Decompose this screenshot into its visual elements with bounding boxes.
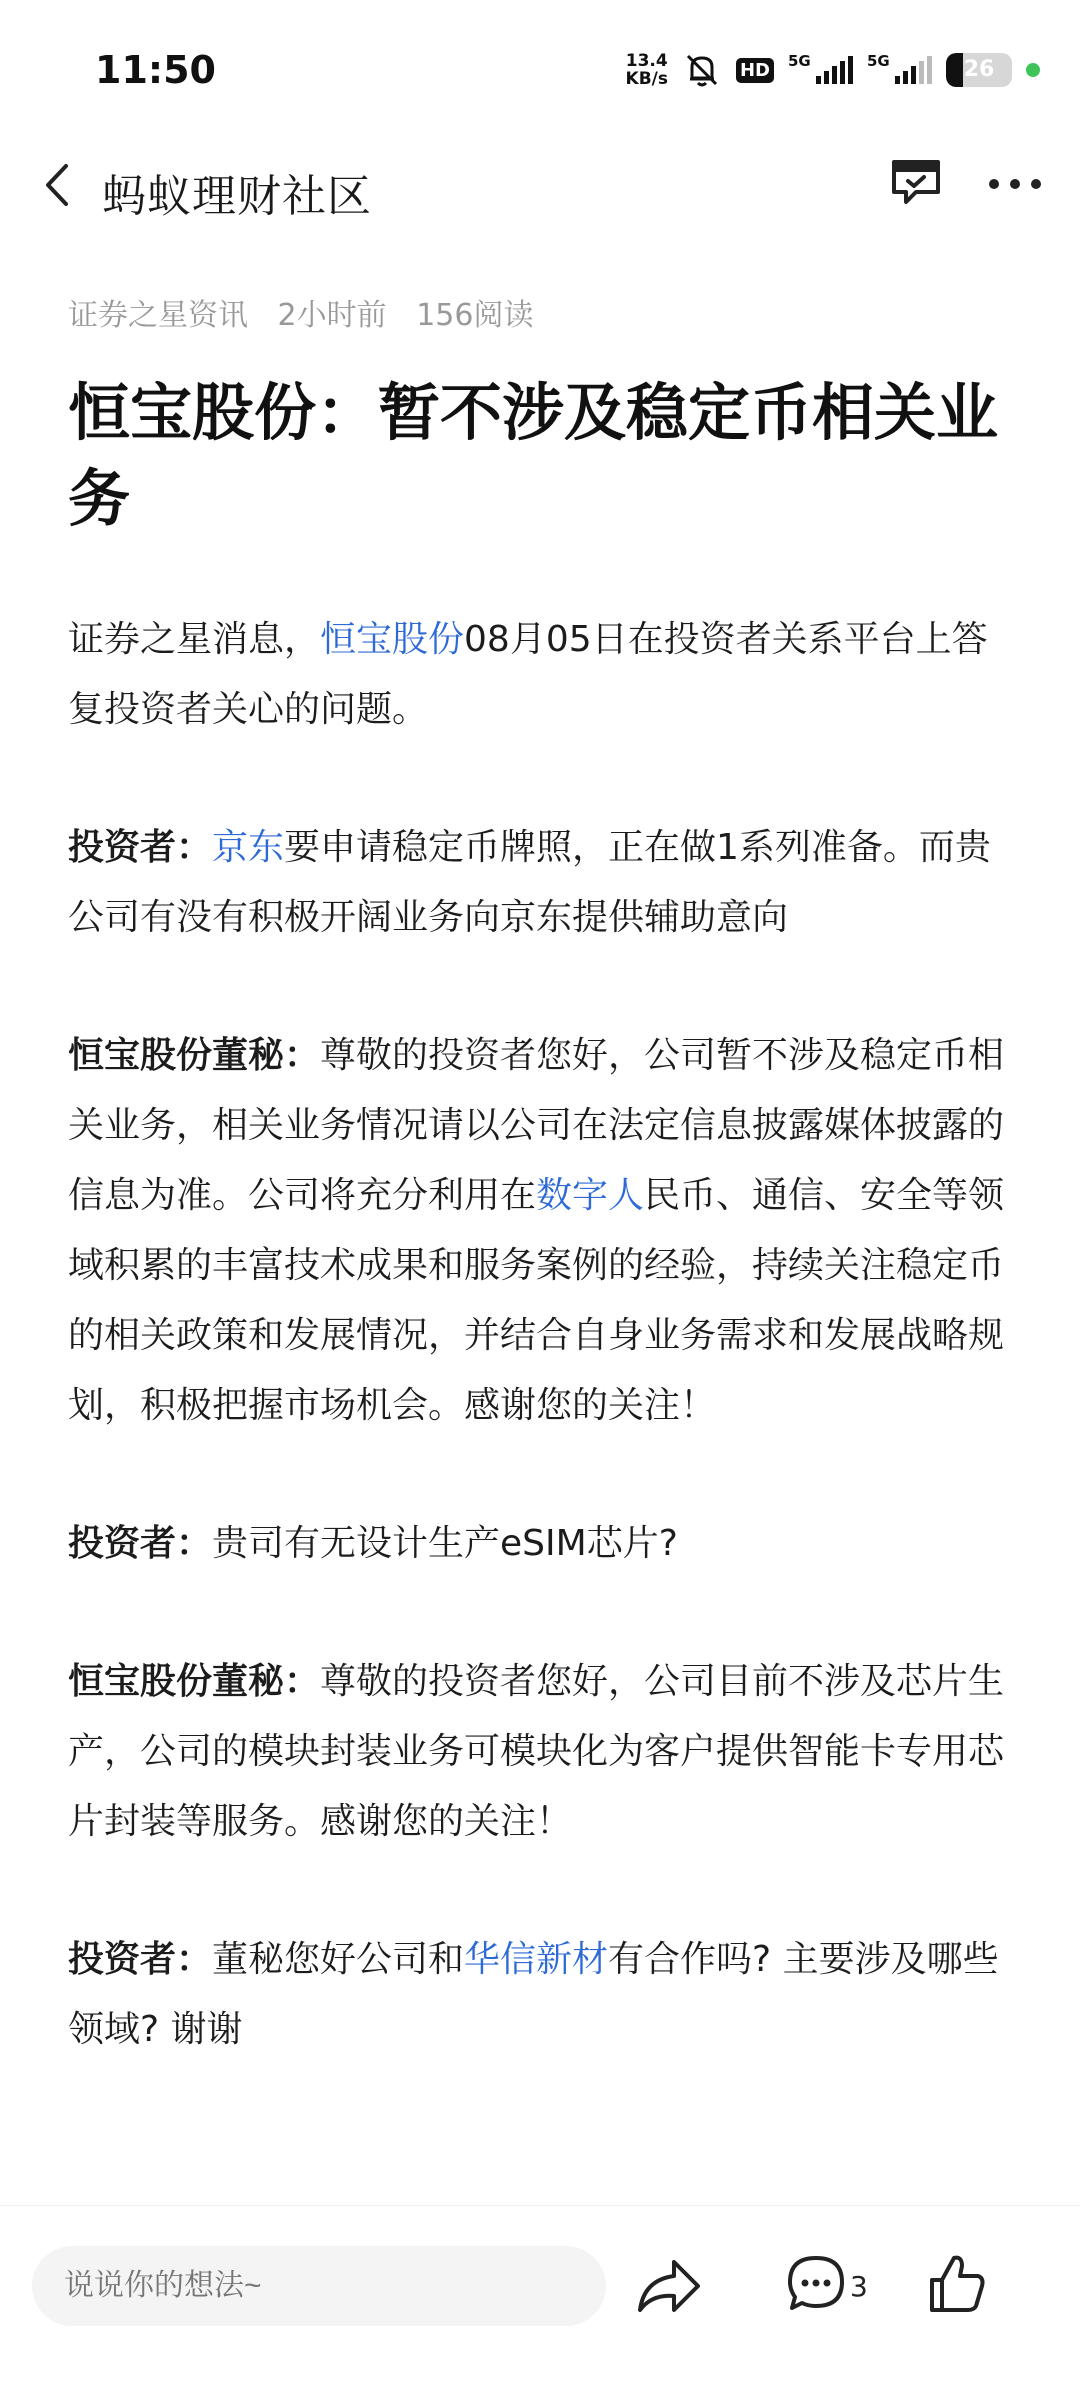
article-time: 2小时前 xyxy=(277,298,387,333)
investor-label: 投资者： xyxy=(68,1939,213,1980)
mute-icon xyxy=(682,52,722,88)
more-horizontal-icon[interactable] xyxy=(980,152,1050,212)
signal-icon-1: 5G xyxy=(788,56,853,84)
stock-link-jd[interactable]: 京东 xyxy=(212,827,285,868)
bottom-action-bar xyxy=(0,2205,1080,2400)
top-nav-bar xyxy=(0,130,1080,240)
article-body xyxy=(68,605,1018,2133)
status-bar xyxy=(0,0,1080,140)
qa-answer-2: 恒宝股份董秘：尊敬的投资者您好，公司目前不涉及芯片生产，公司的模块封装业务可模块化为客户提供智能卡专用芯片封装等服务。感谢您的关注！ xyxy=(68,1661,1005,1842)
stock-link-hengbao[interactable]: 恒宝股份 xyxy=(320,619,465,660)
article-source[interactable]: 证券之星资讯 xyxy=(68,298,248,333)
comment-count: 3 xyxy=(850,2270,868,2303)
secretary-label: 恒宝股份董秘： xyxy=(68,1661,321,1702)
thumbs-up-icon[interactable] xyxy=(926,2250,988,2316)
network-speed: 13.4 KB/s xyxy=(625,51,668,89)
qa-answer-1: 恒宝股份董秘：尊敬的投资者您好，公司暂不涉及稳定币相关业务，相关业务情况请以公司在法定信息披露媒体披露的信息为准。公司将充分利用在数字人民币、通信、安全等领域积累的丰富技术成果和服务案例的经验，持续关注稳定币的相关政策和发展情况，并结合自身业务需求和发展战略规划，积极把握市场机会。感谢您的关注！ xyxy=(68,1035,1005,1426)
article-title: 恒宝股份：暂不涉及稳定币相关业务 xyxy=(68,376,999,535)
qa-question-1: 投资者：京东要申请稳定币牌照，正在做1系列准备。而贵公司有没有积极开阔业务向京东提供辅助意向 xyxy=(68,827,991,938)
article-reads: 156阅读 xyxy=(416,298,534,333)
qa-question-2: 投资者：贵司有无设计生产eSIM芯片? xyxy=(68,1523,678,1564)
hd-badge: HD xyxy=(736,58,774,83)
battery-icon: 26 xyxy=(946,53,1012,87)
secretary-label: 恒宝股份董秘： xyxy=(68,1035,321,1076)
comment-bubble-icon[interactable] xyxy=(784,2252,848,2316)
investor-label: 投资者： xyxy=(68,1523,213,1564)
signal-icon-2: 5G xyxy=(867,56,932,84)
status-icons xyxy=(626,48,1040,92)
nav-title: 蚂蚁理财社区 xyxy=(102,171,372,222)
stock-link-huaxin[interactable]: 华信新材 xyxy=(464,1939,609,1980)
intro-paragraph: 证券之星消息，恒宝股份08月05日在投资者关系平台上答复投资者关心的问题。 xyxy=(68,619,988,730)
status-time: 11:50 xyxy=(95,48,216,92)
qa-question-3: 投资者：董秘您好公司和华信新材有合作吗? 主要涉及哪些领域? 谢谢 xyxy=(68,1939,999,2050)
share-arrow-icon[interactable] xyxy=(634,2254,704,2318)
comment-input[interactable] xyxy=(32,2246,606,2326)
topic-link-digital-person[interactable]: 数字人 xyxy=(536,1175,645,1216)
article-meta xyxy=(68,290,553,334)
back-chevron-icon[interactable] xyxy=(30,150,90,220)
privacy-indicator-dot xyxy=(1026,63,1040,77)
message-check-icon[interactable] xyxy=(886,152,946,212)
investor-label: 投资者： xyxy=(68,827,213,868)
